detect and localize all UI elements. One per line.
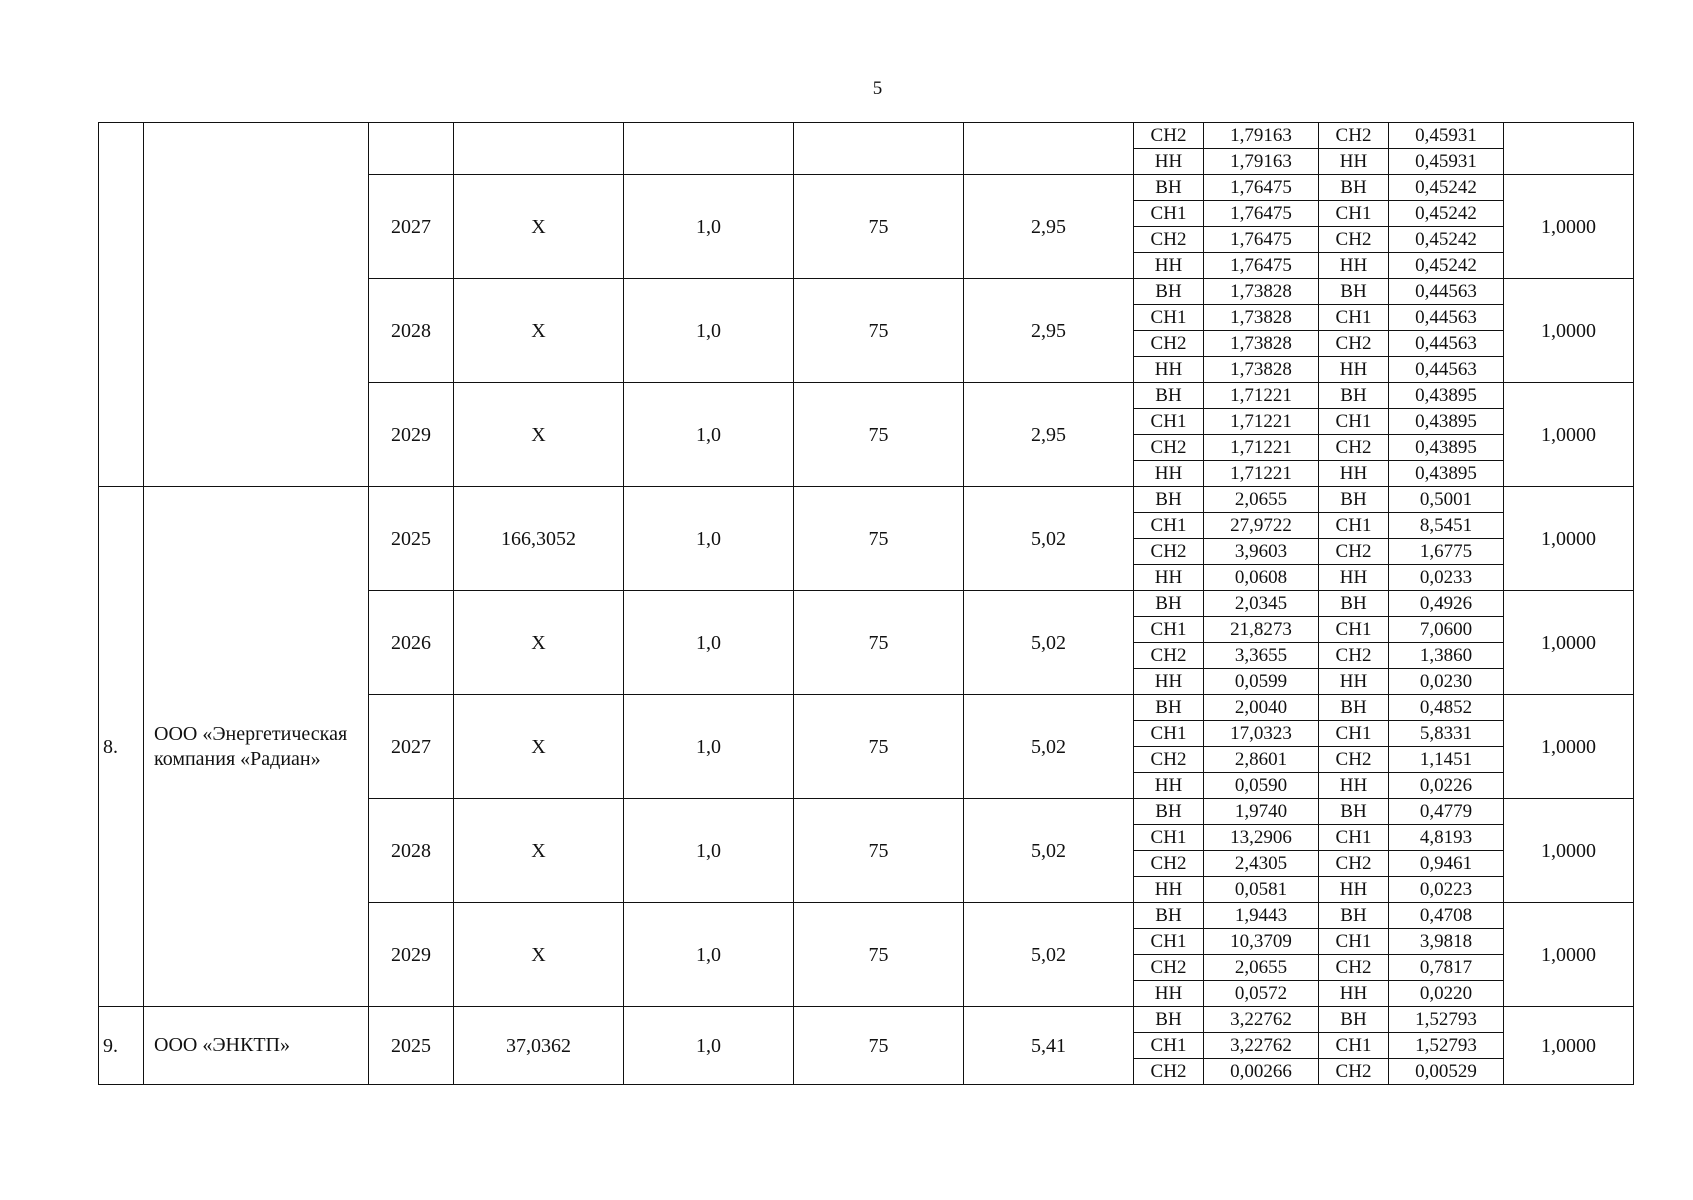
organization-name (144, 123, 369, 487)
rate-cell: 0,44563 (1389, 357, 1504, 383)
voltage-level-cell: НН (1319, 669, 1389, 695)
value-cell: 75 (794, 487, 964, 591)
voltage-level-cell: СН2 (1134, 747, 1204, 773)
coefficient-cell: 1,0000 (1504, 1007, 1634, 1085)
value-cell: X (454, 591, 624, 695)
rate-cell: 0,44563 (1389, 279, 1504, 305)
rate-cell: 0,45242 (1389, 253, 1504, 279)
rate-cell: 1,73828 (1204, 279, 1319, 305)
rate-cell: 0,0581 (1204, 877, 1319, 903)
rate-cell: 1,76475 (1204, 175, 1319, 201)
value-cell (794, 123, 964, 175)
voltage-level-cell: ВН (1134, 279, 1204, 305)
tariff-table (98, 122, 1634, 1085)
value-cell: 1,0 (624, 903, 794, 1007)
voltage-level-cell: НН (1134, 461, 1204, 487)
voltage-level-cell: ВН (1134, 903, 1204, 929)
voltage-level-cell: СН1 (1319, 1033, 1389, 1059)
rate-cell: 0,0599 (1204, 669, 1319, 695)
rate-cell: 5,8331 (1389, 721, 1504, 747)
rate-cell: 0,43895 (1389, 383, 1504, 409)
voltage-level-cell: НН (1319, 357, 1389, 383)
voltage-level-cell: СН2 (1319, 435, 1389, 461)
value-cell: X (454, 175, 624, 279)
year-cell: 2029 (369, 383, 454, 487)
value-cell: 5,02 (964, 591, 1134, 695)
voltage-level-cell: НН (1134, 357, 1204, 383)
value-cell: 1,0 (624, 175, 794, 279)
voltage-level-cell: ВН (1134, 799, 1204, 825)
value-cell: 5,02 (964, 487, 1134, 591)
voltage-level-cell: СН1 (1134, 305, 1204, 331)
row-number: 9. (99, 1007, 144, 1085)
value-cell: 75 (794, 279, 964, 383)
rate-cell: 1,76475 (1204, 227, 1319, 253)
coefficient-cell (1504, 123, 1634, 175)
rate-cell: 0,5001 (1389, 487, 1504, 513)
value-cell: 5,02 (964, 695, 1134, 799)
year-cell: 2027 (369, 175, 454, 279)
coefficient-cell: 1,0000 (1504, 487, 1634, 591)
rate-cell: 1,9443 (1204, 903, 1319, 929)
voltage-level-cell: СН2 (1319, 747, 1389, 773)
voltage-level-cell: СН2 (1134, 331, 1204, 357)
rate-cell: 1,9740 (1204, 799, 1319, 825)
coefficient-cell: 1,0000 (1504, 383, 1634, 487)
rate-cell: 1,79163 (1204, 123, 1319, 149)
value-cell: 1,0 (624, 1007, 794, 1085)
rate-cell: 2,0655 (1204, 487, 1319, 513)
voltage-level-cell: ВН (1134, 1007, 1204, 1033)
voltage-level-cell: СН1 (1319, 305, 1389, 331)
organization-name: ООО «Энергетическая компания «Радиан» (144, 487, 369, 1007)
rate-cell: 0,00529 (1389, 1059, 1504, 1085)
voltage-level-cell: СН1 (1319, 409, 1389, 435)
value-cell: X (454, 903, 624, 1007)
voltage-level-cell: ВН (1319, 279, 1389, 305)
value-cell: 2,95 (964, 383, 1134, 487)
rate-cell: 3,3655 (1204, 643, 1319, 669)
rate-cell: 0,43895 (1389, 435, 1504, 461)
rate-cell: 3,22762 (1204, 1033, 1319, 1059)
rate-cell: 3,9603 (1204, 539, 1319, 565)
year-cell: 2029 (369, 903, 454, 1007)
rate-cell: 0,0226 (1389, 773, 1504, 799)
voltage-level-cell: НН (1319, 981, 1389, 1007)
value-cell: 75 (794, 695, 964, 799)
voltage-level-cell: НН (1319, 253, 1389, 279)
voltage-level-cell: СН1 (1134, 929, 1204, 955)
rate-cell: 0,45242 (1389, 201, 1504, 227)
table-row (99, 123, 1634, 149)
year-cell: 2025 (369, 1007, 454, 1085)
value-cell: X (454, 695, 624, 799)
year-cell (369, 123, 454, 175)
voltage-level-cell: СН1 (1134, 825, 1204, 851)
value-cell: 1,0 (624, 591, 794, 695)
voltage-level-cell: ВН (1319, 175, 1389, 201)
voltage-level-cell: СН1 (1134, 617, 1204, 643)
rate-cell: 17,0323 (1204, 721, 1319, 747)
rate-cell: 7,0600 (1389, 617, 1504, 643)
value-cell (624, 123, 794, 175)
rate-cell: 0,0590 (1204, 773, 1319, 799)
coefficient-cell: 1,0000 (1504, 591, 1634, 695)
voltage-level-cell: СН2 (1319, 955, 1389, 981)
value-cell: 166,3052 (454, 487, 624, 591)
rate-cell: 0,4708 (1389, 903, 1504, 929)
value-cell: 75 (794, 903, 964, 1007)
voltage-level-cell: СН2 (1134, 1059, 1204, 1085)
voltage-level-cell: НН (1134, 253, 1204, 279)
voltage-level-cell: НН (1319, 877, 1389, 903)
value-cell: 1,0 (624, 279, 794, 383)
voltage-level-cell: СН2 (1134, 851, 1204, 877)
value-cell: 1,0 (624, 383, 794, 487)
rate-cell: 4,8193 (1389, 825, 1504, 851)
rate-cell: 1,71221 (1204, 435, 1319, 461)
row-number (99, 123, 144, 487)
table-row (99, 1007, 1634, 1033)
voltage-level-cell: СН2 (1134, 123, 1204, 149)
voltage-level-cell: СН2 (1319, 123, 1389, 149)
rate-cell: 1,71221 (1204, 383, 1319, 409)
rate-cell: 0,7817 (1389, 955, 1504, 981)
rate-cell: 0,45242 (1389, 175, 1504, 201)
rate-cell: 1,76475 (1204, 253, 1319, 279)
value-cell: 75 (794, 591, 964, 695)
voltage-level-cell: ВН (1319, 383, 1389, 409)
voltage-level-cell: ВН (1319, 799, 1389, 825)
rate-cell: 21,8273 (1204, 617, 1319, 643)
rate-cell: 0,45242 (1389, 227, 1504, 253)
rate-cell: 0,4779 (1389, 799, 1504, 825)
coefficient-cell: 1,0000 (1504, 903, 1634, 1007)
voltage-level-cell: ВН (1319, 591, 1389, 617)
coefficient-cell: 1,0000 (1504, 175, 1634, 279)
rate-cell: 0,0223 (1389, 877, 1504, 903)
value-cell: 1,0 (624, 487, 794, 591)
rate-cell: 1,73828 (1204, 305, 1319, 331)
voltage-level-cell: НН (1319, 773, 1389, 799)
rate-cell: 2,0040 (1204, 695, 1319, 721)
value-cell: 5,02 (964, 903, 1134, 1007)
voltage-level-cell: СН2 (1319, 643, 1389, 669)
value-cell: 1,0 (624, 695, 794, 799)
table-row (99, 487, 1634, 513)
value-cell: X (454, 279, 624, 383)
year-cell: 2026 (369, 591, 454, 695)
year-cell: 2027 (369, 695, 454, 799)
rate-cell: 2,0345 (1204, 591, 1319, 617)
voltage-level-cell: ВН (1319, 1007, 1389, 1033)
voltage-level-cell: СН1 (1134, 721, 1204, 747)
voltage-level-cell: СН2 (1134, 435, 1204, 461)
value-cell: 5,41 (964, 1007, 1134, 1085)
rate-cell: 0,43895 (1389, 461, 1504, 487)
rate-cell: 13,2906 (1204, 825, 1319, 851)
voltage-level-cell: СН1 (1319, 929, 1389, 955)
voltage-level-cell: НН (1134, 773, 1204, 799)
rate-cell: 2,4305 (1204, 851, 1319, 877)
rate-cell: 0,45931 (1389, 149, 1504, 175)
voltage-level-cell: СН2 (1319, 539, 1389, 565)
rate-cell: 0,44563 (1389, 331, 1504, 357)
rate-cell: 0,4852 (1389, 695, 1504, 721)
rate-cell: 1,73828 (1204, 331, 1319, 357)
rate-cell: 1,71221 (1204, 409, 1319, 435)
voltage-level-cell: СН2 (1319, 331, 1389, 357)
voltage-level-cell: ВН (1134, 175, 1204, 201)
year-cell: 2025 (369, 487, 454, 591)
voltage-level-cell: СН1 (1319, 513, 1389, 539)
value-cell: X (454, 383, 624, 487)
rate-cell: 1,3860 (1389, 643, 1504, 669)
rate-cell: 0,0233 (1389, 565, 1504, 591)
voltage-level-cell: СН2 (1134, 955, 1204, 981)
value-cell: 75 (794, 1007, 964, 1085)
rate-cell: 0,44563 (1389, 305, 1504, 331)
voltage-level-cell: ВН (1134, 487, 1204, 513)
rate-cell: 0,4926 (1389, 591, 1504, 617)
voltage-level-cell: СН1 (1319, 825, 1389, 851)
voltage-level-cell: НН (1134, 669, 1204, 695)
page-number: 5 (872, 78, 883, 99)
coefficient-cell: 1,0000 (1504, 279, 1634, 383)
rate-cell: 1,79163 (1204, 149, 1319, 175)
value-cell: 75 (794, 799, 964, 903)
voltage-level-cell: СН2 (1319, 1059, 1389, 1085)
voltage-level-cell: НН (1319, 461, 1389, 487)
rate-cell: 27,9722 (1204, 513, 1319, 539)
rate-cell: 1,73828 (1204, 357, 1319, 383)
coefficient-cell: 1,0000 (1504, 695, 1634, 799)
rate-cell: 3,9818 (1389, 929, 1504, 955)
voltage-level-cell: ВН (1134, 591, 1204, 617)
rate-cell: 1,52793 (1389, 1007, 1504, 1033)
voltage-level-cell: СН2 (1134, 227, 1204, 253)
value-cell: 75 (794, 383, 964, 487)
year-cell: 2028 (369, 799, 454, 903)
rate-cell: 10,3709 (1204, 929, 1319, 955)
rate-cell: 1,6775 (1389, 539, 1504, 565)
value-cell (964, 123, 1134, 175)
voltage-level-cell: СН2 (1134, 539, 1204, 565)
voltage-level-cell: НН (1319, 149, 1389, 175)
voltage-level-cell: СН1 (1134, 409, 1204, 435)
voltage-level-cell: СН2 (1319, 851, 1389, 877)
voltage-level-cell: СН1 (1134, 513, 1204, 539)
voltage-level-cell: НН (1134, 981, 1204, 1007)
value-cell: 37,0362 (454, 1007, 624, 1085)
value-cell: 75 (794, 175, 964, 279)
rate-cell: 0,0572 (1204, 981, 1319, 1007)
value-cell: 2,95 (964, 279, 1134, 383)
rate-cell: 0,45931 (1389, 123, 1504, 149)
value-cell (454, 123, 624, 175)
voltage-level-cell: СН1 (1319, 201, 1389, 227)
voltage-level-cell: СН1 (1134, 1033, 1204, 1059)
voltage-level-cell: ВН (1134, 695, 1204, 721)
voltage-level-cell: НН (1134, 877, 1204, 903)
rate-cell: 8,5451 (1389, 513, 1504, 539)
voltage-level-cell: СН2 (1319, 227, 1389, 253)
value-cell: 5,02 (964, 799, 1134, 903)
value-cell: X (454, 799, 624, 903)
voltage-level-cell: ВН (1319, 903, 1389, 929)
voltage-level-cell: НН (1319, 565, 1389, 591)
rate-cell: 1,76475 (1204, 201, 1319, 227)
voltage-level-cell: СН2 (1134, 643, 1204, 669)
rate-cell: 0,43895 (1389, 409, 1504, 435)
rate-cell: 1,52793 (1389, 1033, 1504, 1059)
coefficient-cell: 1,0000 (1504, 799, 1634, 903)
voltage-level-cell: СН1 (1134, 201, 1204, 227)
voltage-level-cell: СН1 (1319, 721, 1389, 747)
rate-cell: 1,71221 (1204, 461, 1319, 487)
rate-cell: 3,22762 (1204, 1007, 1319, 1033)
rate-cell: 0,0608 (1204, 565, 1319, 591)
voltage-level-cell: ВН (1319, 695, 1389, 721)
row-number: 8. (99, 487, 144, 1007)
voltage-level-cell: ВН (1319, 487, 1389, 513)
rate-cell: 0,0220 (1389, 981, 1504, 1007)
rate-cell: 1,1451 (1389, 747, 1504, 773)
value-cell: 1,0 (624, 799, 794, 903)
voltage-level-cell: НН (1134, 149, 1204, 175)
voltage-level-cell: НН (1134, 565, 1204, 591)
rate-cell: 0,00266 (1204, 1059, 1319, 1085)
rate-cell: 0,9461 (1389, 851, 1504, 877)
rate-cell: 2,0655 (1204, 955, 1319, 981)
rate-cell: 2,8601 (1204, 747, 1319, 773)
rate-cell: 0,0230 (1389, 669, 1504, 695)
year-cell: 2028 (369, 279, 454, 383)
voltage-level-cell: ВН (1134, 383, 1204, 409)
voltage-level-cell: СН1 (1319, 617, 1389, 643)
organization-name: ООО «ЭНКТП» (144, 1007, 369, 1085)
value-cell: 2,95 (964, 175, 1134, 279)
